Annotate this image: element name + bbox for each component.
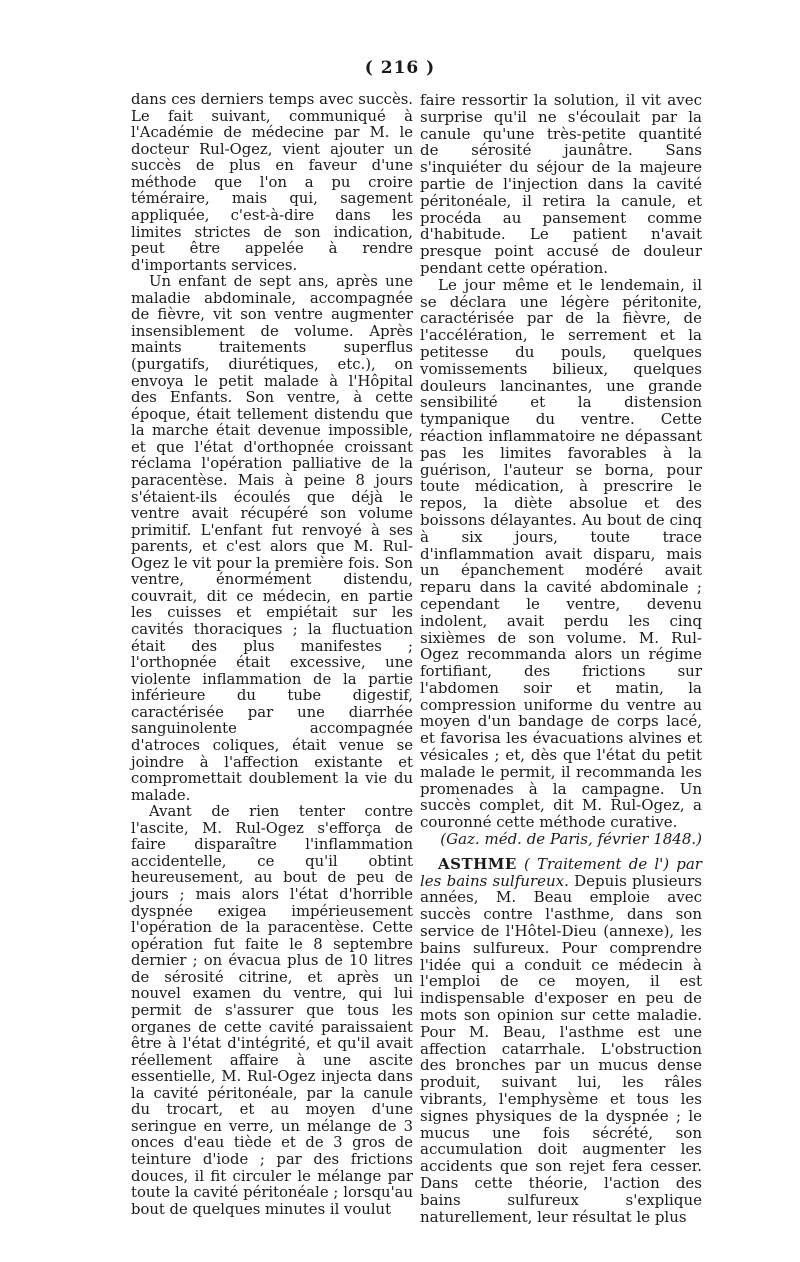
paragraph: Avant de rien tenter contre l'ascite, M. Rul-Ogez s'efforça de faire disparaître l'inflammation accidentelle, ce qu'il obtint heureusement, au bout de peu de jours ; mais alors l'état d'horrible dyspnée exigea impérieusement l'opération de la paracentèse. Cette opération fut faite le 8 septembre dernier ; on évacua plus de 10 litres de sérosité citrine, et après un nouvel examen du ventre, qui lui permit de s'assurer que tous les organes de cette cavité paraissaient être à l'état d'intégrité, et qu'il avait réellement affaire à une ascite essentielle, M. Rul-Ogez injecta dans la cavité péritonéale, par la canule du trocart, et au moyen d'une seringue en verre, un mélange de 3 onces d'eau tiède et de 3 gros de teinture d'iode ; par des frictions douces, il fit circuler le mélange par toute la cavité péritonéale ; lorsqu'au bout de quelques minutes il voulut bbox=[131, 803, 413, 1218]
paragraph: faire ressortir la solution, il vit avec surprise qu'il ne s'écoulait par la canule qu'une très-petite quantité de sérosité jaunâtre. Sans s'inquiéter du séjour de la majeure partie de l'injection dans la cavité péritonéale, il retira la canule, et procéda au pansement comme d'habitude. Le patient n'avait presque point accusé de douleur pendant cette opération. bbox=[420, 91, 702, 277]
article bbox=[420, 856, 702, 1226]
citation bbox=[420, 831, 702, 848]
article-body: Depuis plusieurs années, M. Beau emploie avec succès contre l'asthme, dans son service de l'Hôtel-Dieu (annexe), les bains sulfureux. Pour comprendre l'idée qui a conduit ce médecin à l'emploi de ce moyen, il est indispensable d'exposer en peu de mots son opinion sur cette maladie. Pour M. Beau, l'asthme est une affection catarrhale. L'obstruction des bronches par un mucus dense produit, suivant lui, les râles vibrants, l'emphysème et tous les signes physiques de la dyspnée ; le mucus une fois sécrété, son accumulation doit augmenter les accidents que son rejet fera cesser. Dans cette théorie, l'action des bains sulfureux s'explique naturellement, leur résultat le plus bbox=[420, 871, 702, 1226]
citation-source: (Gaz. méd. de Paris, février 1848.) bbox=[440, 830, 702, 849]
paragraph: Le jour même et le lendemain, il se déclara une légère péritonite, caractérisée par de la fièvre, de l'accélération, le serrement et la petitesse du pouls, quelques vomissements bilieux, quelques douleurs lancinantes, une grande sensibilité et la distension tympanique du ventre. Cette réaction inflammatoire ne dépassant pas les limites favorables à la guérison, l'auteur se borna, pour toute médication, à prescrire le repos, la diète absolue et des boissons délayantes. Au bout de cinq à six jours, toute trace d'inflammation avait disparu, mais un épanchement modéré avait reparu dans la cavité abdominale ; cependant le ventre, devenu indolent, avait perdu les cinq sixièmes de son volume. M. Rul-Ogez recommanda alors un régime fortifiant, des frictions sur l'abdomen soir et matin, la compression uniforme du ventre au moyen d'un bandage de corps lacé, et favorisa les évacuations alvines et vésicales ; et, dès que l'état du petit malade le permit, il recommanda les promenades à la campagne. Un succès complet, dit M. Rul-Ogez, a couronné cette méthode curative. bbox=[420, 275, 702, 832]
paragraph: dans ces derniers temps avec succès. Le fait suivant, communiqué à l'Académie de médecine par M. le docteur Rul-Ogez, vient ajouter un succès de plus en faveur d'une méthode que l'on a pu croire téméraire, mais qui, sagement appliquée, c'est-à-dire dans les limites strictes de son indication, peut être appelée à rendre d'importants services. bbox=[131, 91, 413, 274]
page-number: ( 216 ) bbox=[364, 58, 436, 78]
article-title: ASTHME bbox=[438, 854, 517, 873]
paragraph: Un enfant de sept ans, après une maladie abdominale, accompagnée de fièvre, vit son ventre augmenter insensiblement de volume. Après maints traitements superflus (purgatifs, diurétiques, etc.), on envoya le petit malade à l'Hôpital des Enfants. Son ventre, à cette époque, était tellement distendu que la marche était devenue impossible, et que l'état d'orthopnée croissant réclama l'opération palliative de la paracentèse. Mais à peine 8 jours s'étaient-ils écoulés que déjà le ventre avait récupéré son volume primitif. L'enfant fut renvoyé à ses parents, et c'est alors que M. Rul-Ogez le vit pour la première fois. Son ventre, énormément distendu, couvrait, dit ce médecin, en partie les cuisses et empiétait sur les cavités thoraciques ; la fluctuation était des plus manifestes ; l'orthopnée était excessive, une violente inflammation de la partie inférieure du tube digestif, caractérisée par une diarrhée sanguinolente accompagnée d'atroces coliques, était venue se joindre à l'affection existante et compromettait doublement la vie du malade. bbox=[131, 273, 413, 804]
left-column bbox=[131, 92, 413, 1218]
right-column bbox=[420, 92, 702, 1225]
article-subtitle: ( Traitement de l') par les bains sulfureux. bbox=[420, 854, 702, 890]
